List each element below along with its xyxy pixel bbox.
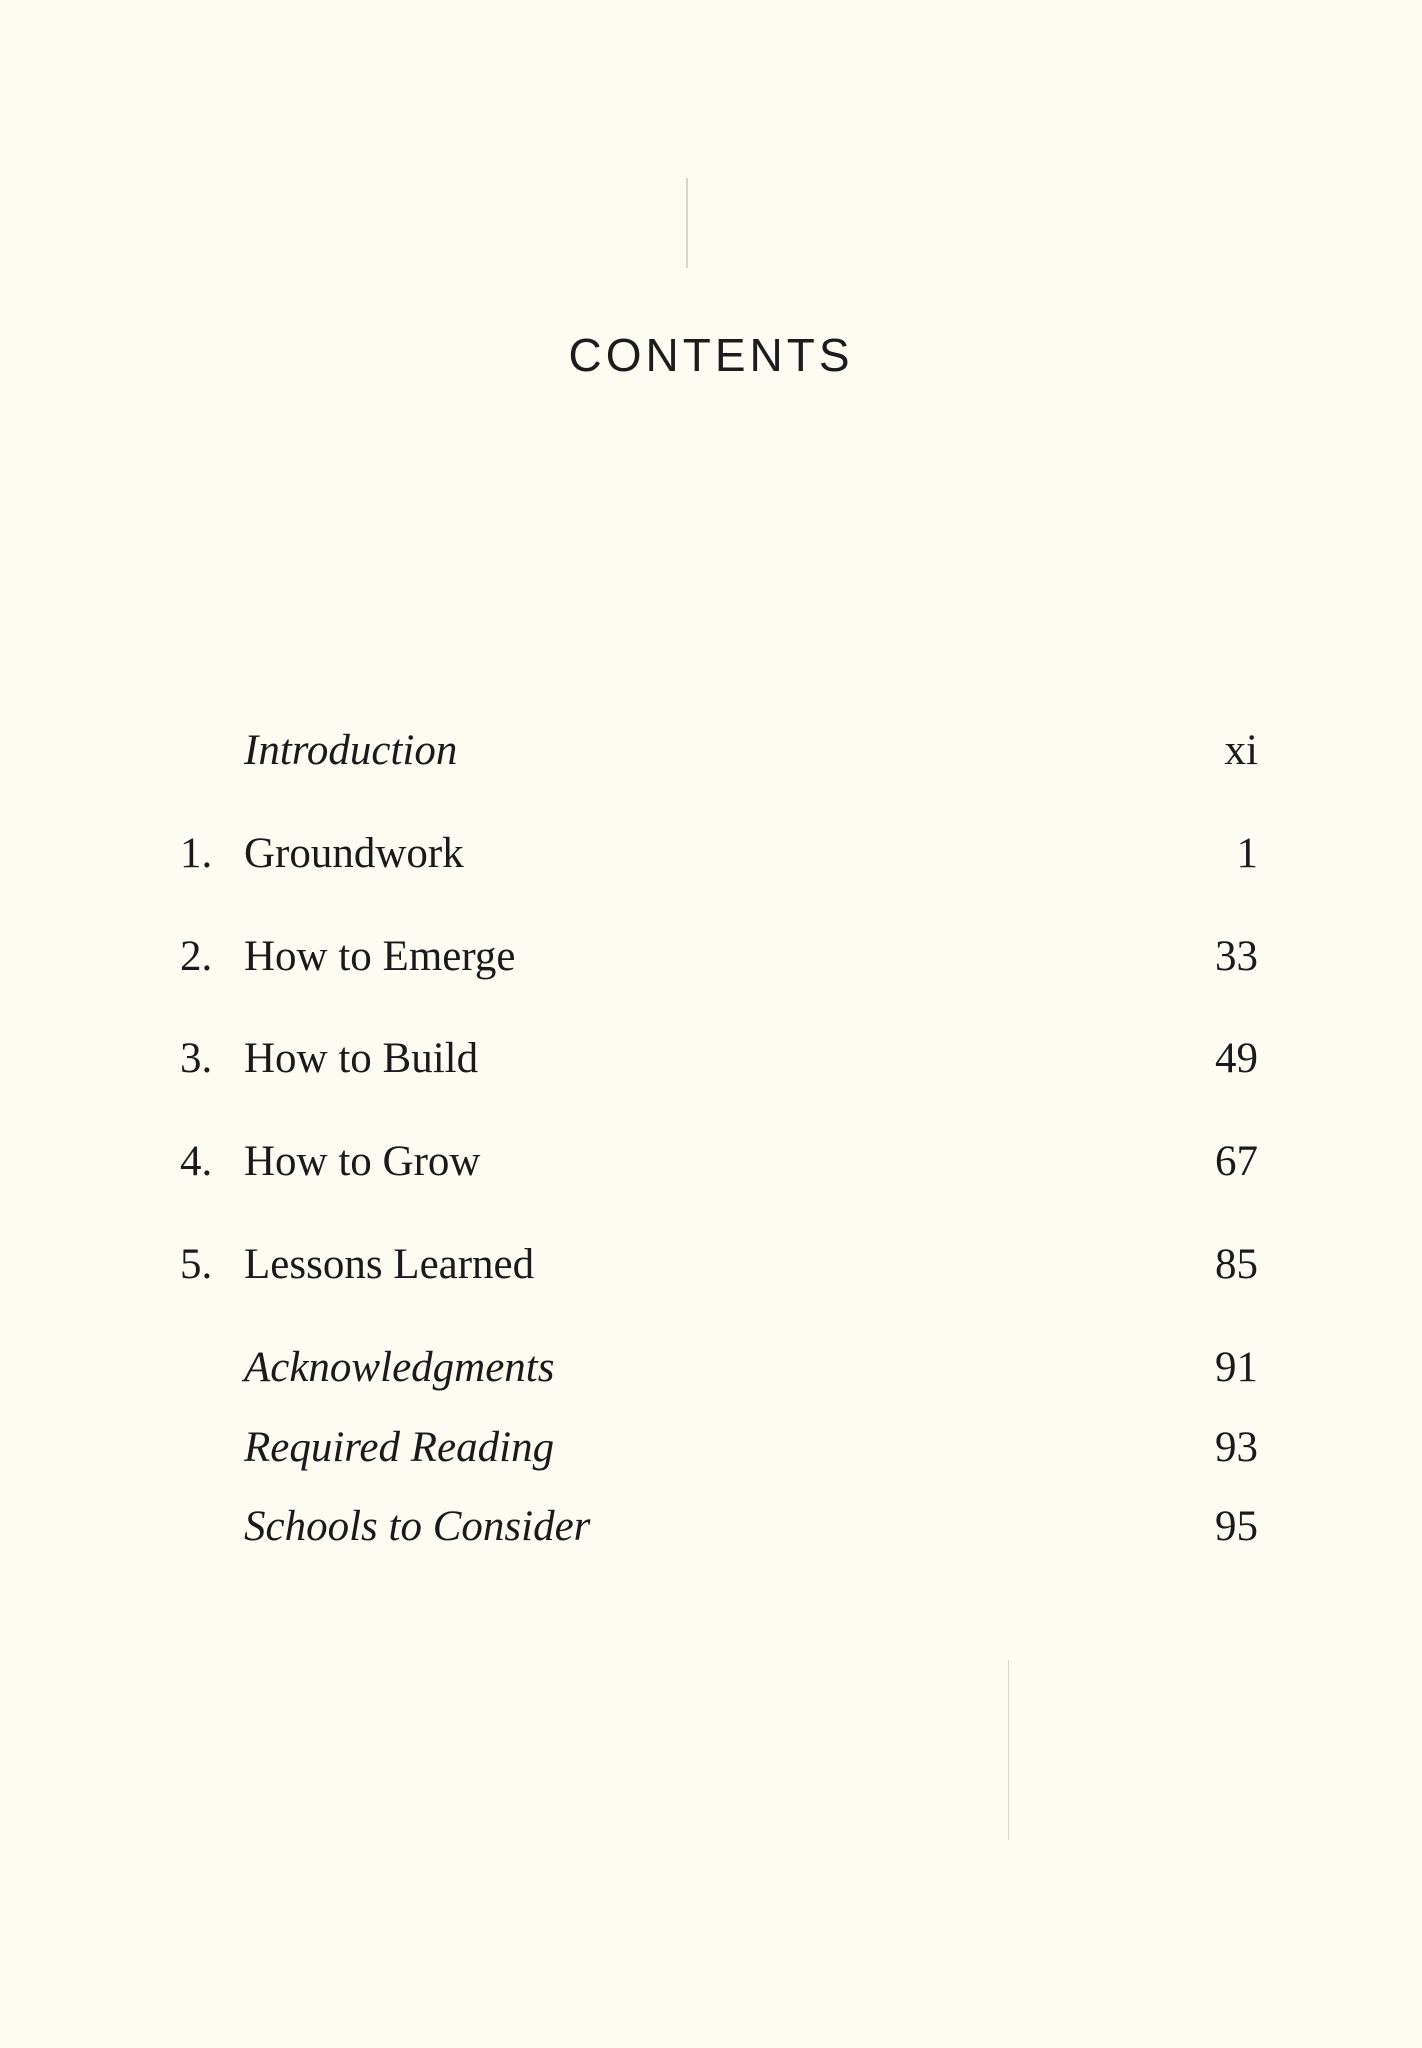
toc-entry-how-to-grow[interactable]	[180, 1134, 1258, 1190]
toc-entry-page: 93	[1215, 1424, 1258, 1471]
paper-speck	[686, 178, 688, 268]
toc-entry-number: 3.	[180, 1035, 213, 1082]
toc-entry-title: How to Emerge	[244, 933, 516, 980]
paper-speck	[1008, 1660, 1009, 1840]
toc-entry-title: Acknowledgments	[244, 1344, 555, 1391]
toc-entry-title: Schools to Consider	[244, 1503, 591, 1550]
toc-entry-introduction[interactable]	[180, 723, 1258, 779]
toc-entry-page: xi	[1224, 727, 1258, 774]
toc-entry-groundwork[interactable]	[180, 826, 1258, 882]
toc-entry-page: 1	[1236, 830, 1258, 877]
toc-entry-page: 33	[1215, 933, 1258, 980]
toc-entry-title: Introduction	[244, 727, 458, 774]
toc-entry-title: Lessons Learned	[244, 1241, 535, 1288]
toc-entry-page: 49	[1215, 1035, 1258, 1082]
toc-entry-page: 95	[1215, 1503, 1258, 1550]
contents-heading: CONTENTS	[568, 329, 854, 381]
toc-entry-page: 85	[1215, 1241, 1258, 1288]
toc-entry-schools-to-consider[interactable]	[180, 1499, 1258, 1555]
toc-entry-title: Required Reading	[244, 1424, 555, 1471]
toc-entry-how-to-emerge[interactable]	[180, 929, 1258, 985]
toc-entry-page: 67	[1215, 1138, 1258, 1185]
toc-entry-how-to-build[interactable]	[180, 1031, 1258, 1087]
toc-entry-number: 1.	[180, 830, 213, 877]
toc-entry-title: How to Grow	[244, 1138, 481, 1185]
toc-entry-page: 91	[1215, 1344, 1258, 1391]
toc-entry-number: 5.	[180, 1241, 213, 1288]
toc-entry-title: How to Build	[244, 1035, 479, 1082]
toc-entry-acknowledgments[interactable]	[180, 1340, 1258, 1396]
toc-entry-lessons-learned[interactable]	[180, 1237, 1258, 1293]
toc-entry-title: Groundwork	[244, 830, 464, 877]
toc-entry-number: 2.	[180, 933, 213, 980]
toc-entry-required-reading[interactable]	[180, 1420, 1258, 1476]
toc-entry-number: 4.	[180, 1138, 213, 1185]
